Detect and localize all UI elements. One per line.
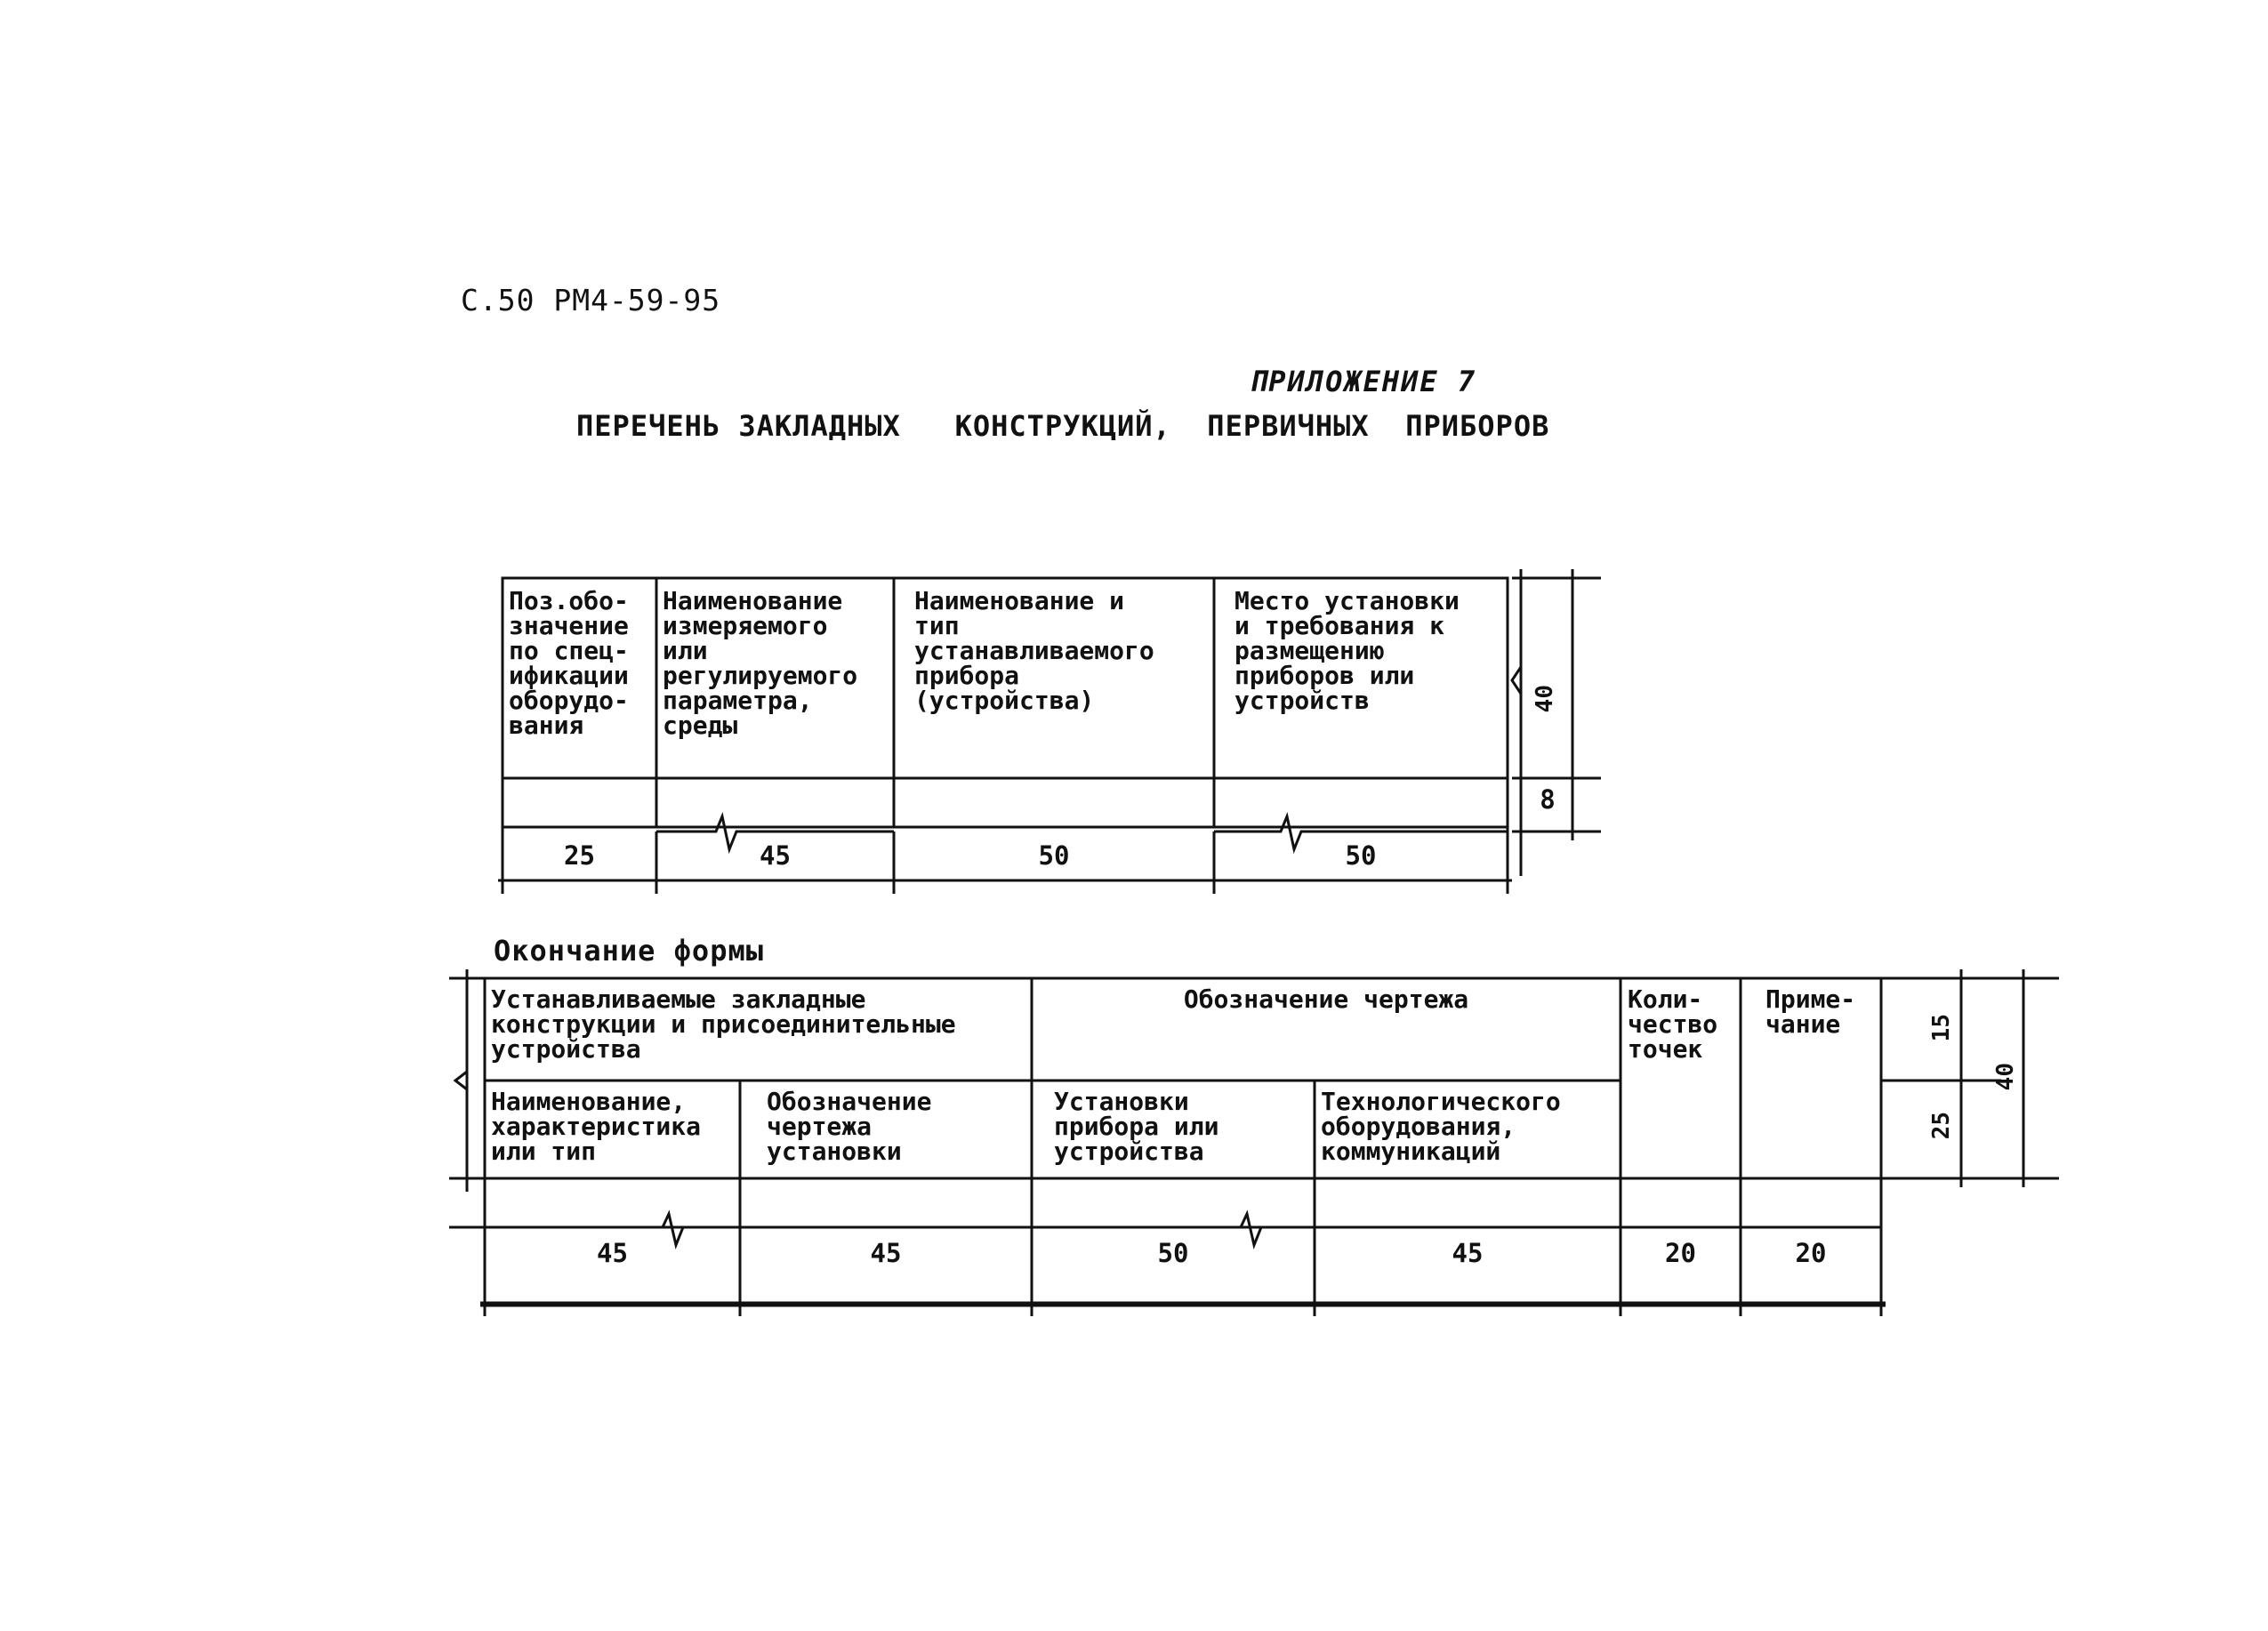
form2-col-note: Приме- чание <box>1765 984 1856 1039</box>
form1-width-1: 25 <box>564 840 595 871</box>
form2-col-count: Коли- чество точек <box>1628 984 1718 1064</box>
page-title: ПЕРЕЧЕНЬ ЗАКЛАДНЫХ КОНСТРУКЦИЙ, ПЕРВИЧНЫХ ПРИБОРОВ <box>576 409 1550 443</box>
form1-height-header: 40 <box>1532 685 1558 713</box>
form2-sub-device-install: Установки прибора или устройства <box>1054 1087 1219 1166</box>
form1-col-parameter: Наименование измеряемого или регулируемого параметра, среды <box>663 586 858 740</box>
appendix-label: ПРИЛОЖЕНИЕ 7 <box>1250 365 1477 398</box>
form2-width-2: 45 <box>870 1238 902 1268</box>
form1-width-2: 45 <box>760 840 791 871</box>
form2-height-bottom: 25 <box>1928 1112 1955 1140</box>
form1-col-device: Наименование и тип устанавливаемого прибора (устройства) <box>914 586 1154 715</box>
form2-sub-name: Наименование, характеристика или тип <box>491 1087 702 1166</box>
form1-width-4: 50 <box>1345 840 1377 871</box>
form2-height-total: 40 <box>1992 1063 2019 1091</box>
form2-height-top: 15 <box>1928 1014 1955 1042</box>
form2-width-4: 45 <box>1452 1238 1484 1268</box>
form2-width-5: 20 <box>1665 1238 1696 1268</box>
form2-group-drawing: Обозначение чертежа <box>1183 984 1469 1014</box>
form2-width-1: 45 <box>597 1238 628 1268</box>
form1-width-3: 50 <box>1038 840 1070 871</box>
form2-sub-install-drawing: Обозначение чертежа установки <box>767 1087 932 1166</box>
form2-sub-equipment: Технологического оборудования, коммуникаций <box>1321 1087 1561 1166</box>
form2-caption: Окончание формы <box>494 934 764 968</box>
form2-width-3: 50 <box>1157 1238 1189 1268</box>
form1-col-location: Место установки и требования к размещению приборов или устройств <box>1235 586 1460 715</box>
page-header: С.50 РМ4-59-95 <box>461 283 721 317</box>
form2-group-embedded: Устанавливаемые закладные конструкции и присоединительные устройства <box>491 984 956 1064</box>
form1-height-row: 8 <box>1540 784 1556 815</box>
form1-col-position: Поз.обо- значение по спец- ификации оборудо- вания <box>509 586 629 740</box>
form2-width-6: 20 <box>1795 1238 1827 1268</box>
